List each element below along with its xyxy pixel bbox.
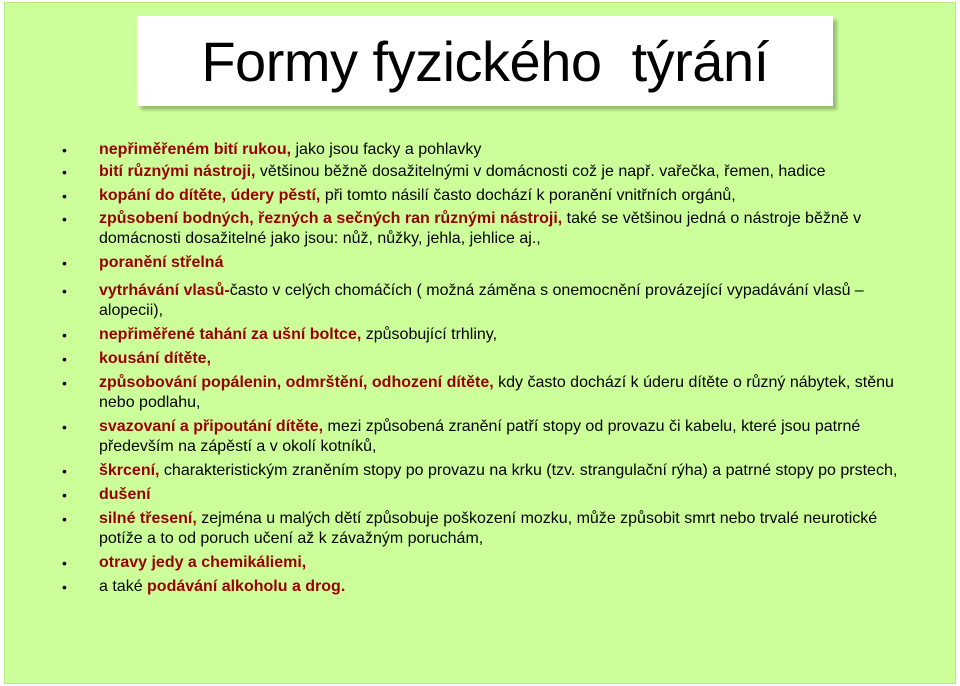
list-item: • způsobení bodných, řezných a sečných ran různými nástroji, také se většinou jedná o nástroje běžně v domácnosti dosažitelné jako jsou: nůž, nůžky, jehla, jehlice aj., [58, 209, 908, 249]
list-item: • škrcení, charakteristickým zraněním stopy po provazu na krku (tzv. strangulační rýha) a patrné stopy po prstech, [58, 461, 908, 481]
list-item: • poranění střelná [58, 253, 908, 273]
list-item: • nepřiměřeném bití rukou, jako jsou facky a pohlavky [58, 140, 908, 160]
slide-background [4, 2, 956, 684]
list-item: • svazovaní a připoutání dítěte, mezi způsobená zranění patří stopy od provazu či kabelu, které jsou patrné především na zápěstí a v okolí kotníků, [58, 417, 908, 457]
list-item: • silné třesení, zejména u malých dětí způsobuje poškození mozku, může způsobit smrt nebo trvalé neurotické potíže a to od poruch učení až k závažným poruchám, [58, 509, 908, 549]
list-item: • otravy jedy a chemikáliemi, [58, 553, 908, 573]
title-box [137, 16, 833, 106]
list-item: • bití různými nástroji, většinou běžně dosažitelnými v domácnosti což je např. vařečka, řemen, hadice [58, 162, 908, 182]
list-item: • dušení [58, 485, 908, 505]
list-item: • kopání do dítěte, údery pěstí, při tomto násilí často dochází k poranění vnitřních orgánů, [58, 186, 908, 206]
list-item: • nepřiměřené tahání za ušní boltce, způsobující trhliny, [58, 325, 908, 345]
page-title: Formy fyzického týrání [201, 29, 769, 93]
list-item: • a také podávání alkoholu a drog. [58, 577, 908, 597]
list-item: • způsobování popálenin, odmrštění, odhození dítěte, kdy často dochází k úderu dítěte o různý nábytek, stěnu nebo podlahu, [58, 373, 908, 413]
list-item: • vytrhávání vlasů-často v celých chomáčích ( možná záměna s onemocnění provázející vypadávání vlasů – alopecii), [58, 281, 908, 321]
list-item: • kousání dítěte, [58, 349, 908, 369]
bullet-list [58, 140, 908, 597]
